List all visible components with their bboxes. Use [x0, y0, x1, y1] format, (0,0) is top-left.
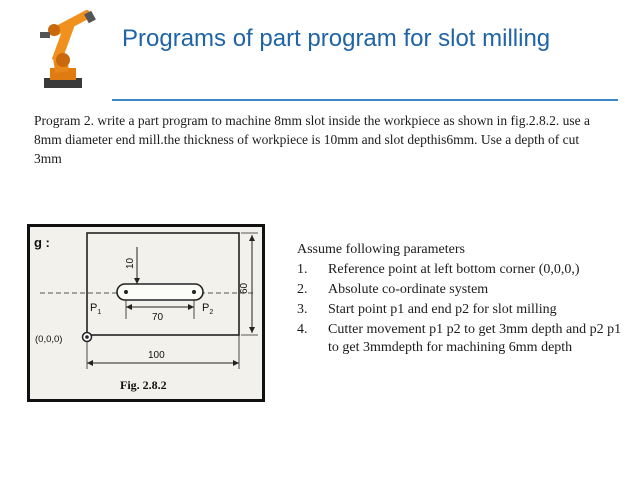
page-title: Programs of part program for slot milling	[122, 25, 551, 52]
parameters-list	[297, 261, 627, 359]
title-divider	[112, 99, 618, 101]
parameter-item	[297, 321, 627, 357]
dimension-10-label: 10	[125, 257, 136, 269]
parameter-number: 2.	[297, 282, 308, 297]
parameter-item	[297, 261, 627, 279]
parameter-text: Reference point at left bottom corner (0,0,0,)	[328, 262, 580, 277]
parameter-text: Absolute co-ordinate system	[328, 282, 489, 297]
dimension-100-label: 100	[148, 350, 165, 361]
dimension-60-label: 60	[239, 282, 250, 294]
origin-label: (0,0,0)	[35, 334, 63, 345]
parameter-item	[297, 281, 627, 299]
slot-outline	[117, 284, 203, 300]
dimension-70-label: 70	[152, 312, 164, 323]
parameter-number: 1.	[297, 262, 308, 277]
industrial-robot-arm-icon	[30, 10, 102, 92]
parameter-number: 3.	[297, 302, 308, 317]
problem-statement: Program 2. write a part program to machine 8mm slot inside the workpiece as shown in fig.2.8.2. use a 8mm diameter end mill.the thickness of workpiece is 10mm and slot depthis6mm. Use a depth of cut 3mm	[34, 113, 590, 166]
p2-label: $P_2$	[202, 302, 214, 316]
parameter-item	[297, 301, 627, 319]
parameters-heading: Assume following parameters	[297, 242, 465, 257]
figure-caption: Fig. 2.8.2	[120, 378, 167, 392]
parameter-text: Cutter movement p1 p2 to get 3mm depth and p2 p1 to get 3mmdepth for machining 6mm depth	[328, 322, 622, 355]
parameter-number: 4.	[297, 322, 308, 337]
p1-label: $P_1$	[90, 302, 102, 316]
figure-corner-label: g :	[34, 235, 50, 250]
figure-2-8-2	[27, 224, 265, 402]
parameter-text: Start point p1 and end p2 for slot milling	[328, 302, 557, 317]
